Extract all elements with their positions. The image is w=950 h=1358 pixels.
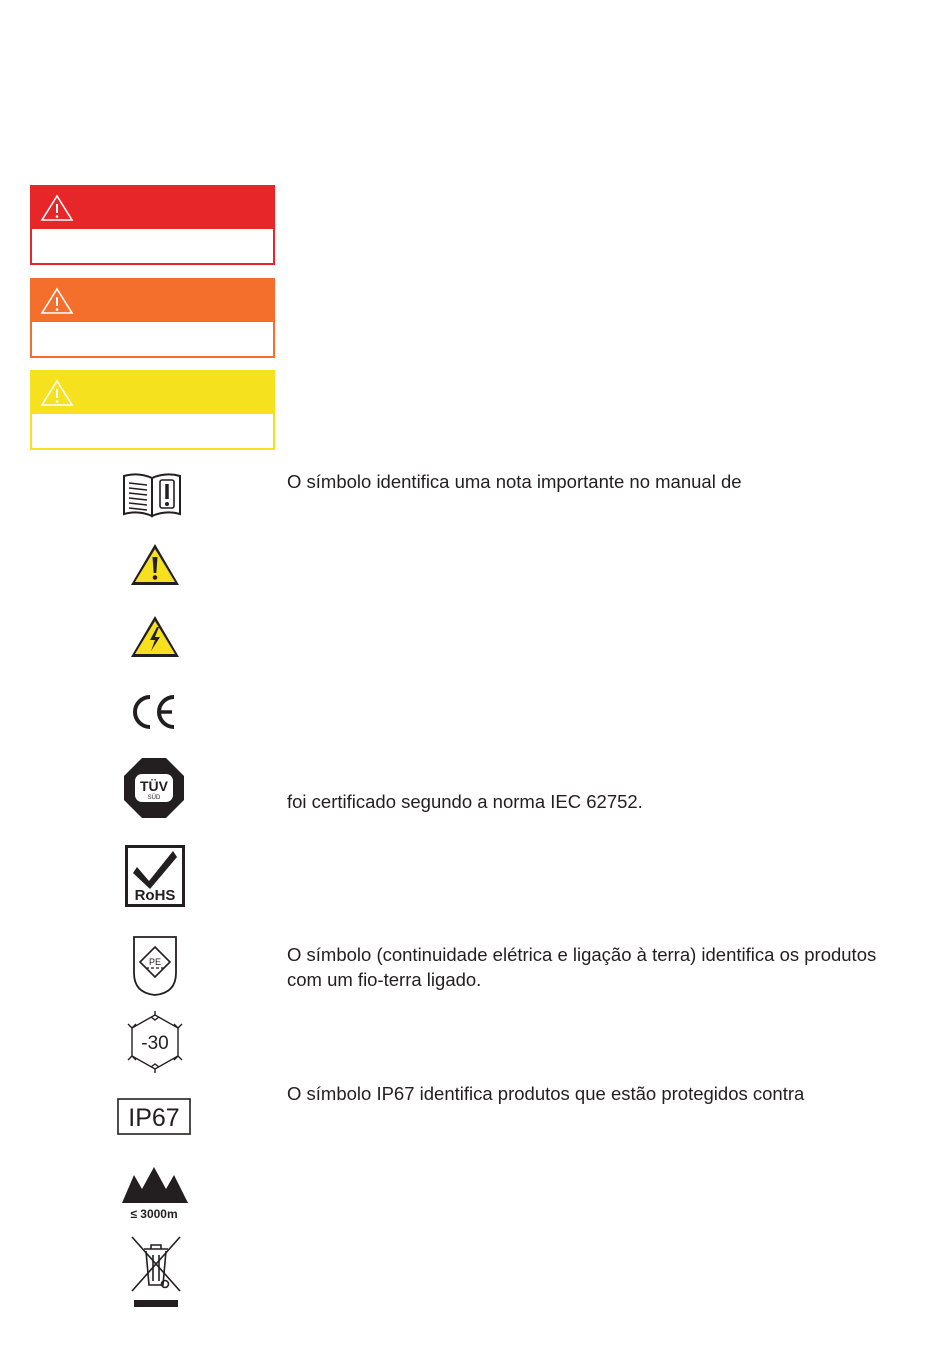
warning-triangle-icon [40, 379, 74, 407]
tuv-mark-text: TÜV [140, 778, 168, 794]
warning-triangle-icon [40, 194, 74, 222]
general-warning-icon [129, 542, 181, 588]
caution-box [30, 370, 275, 450]
danger-box [30, 185, 275, 265]
rohs-mark-text: RoHS [134, 887, 176, 904]
cold-temperature-icon [124, 1011, 186, 1073]
altitude-mark-text: ≤ 3000m [130, 1207, 178, 1221]
altitude-icon [120, 1165, 190, 1223]
warning-box [30, 278, 275, 358]
manual-note-icon [122, 470, 182, 518]
symbol-description: O símbolo identifica uma nota importante no manual de [287, 471, 742, 492]
caution-body [32, 414, 273, 448]
sud-mark-text: SÜD [147, 795, 161, 801]
ce-mark-icon [130, 694, 180, 730]
electrical-hazard-icon [129, 614, 181, 660]
tuv-sud-icon [122, 756, 186, 820]
rohs-icon [125, 845, 185, 907]
danger-band [32, 187, 273, 229]
warning-triangle-icon [40, 287, 74, 315]
temperature-mark-text: -30 [141, 1033, 169, 1054]
warning-body [32, 322, 273, 356]
weee-bin-icon [130, 1235, 182, 1309]
ip67-icon [117, 1097, 193, 1137]
pe-mark-text: PE [148, 957, 162, 967]
warning-band [32, 280, 273, 322]
symbol-description: foi certificado segundo a norma IEC 62752. [287, 791, 643, 812]
pe-ground-icon [132, 935, 178, 997]
symbol-description: O símbolo (continuidade elétrica e ligação à terra) identifica os produtos com um fio-terra ligado. [287, 944, 877, 990]
ip67-mark-text: IP67 [128, 1104, 180, 1132]
caution-band [32, 372, 273, 414]
symbol-description: O símbolo IP67 identifica produtos que estão protegidos contra [287, 1083, 805, 1104]
danger-body [32, 229, 273, 263]
